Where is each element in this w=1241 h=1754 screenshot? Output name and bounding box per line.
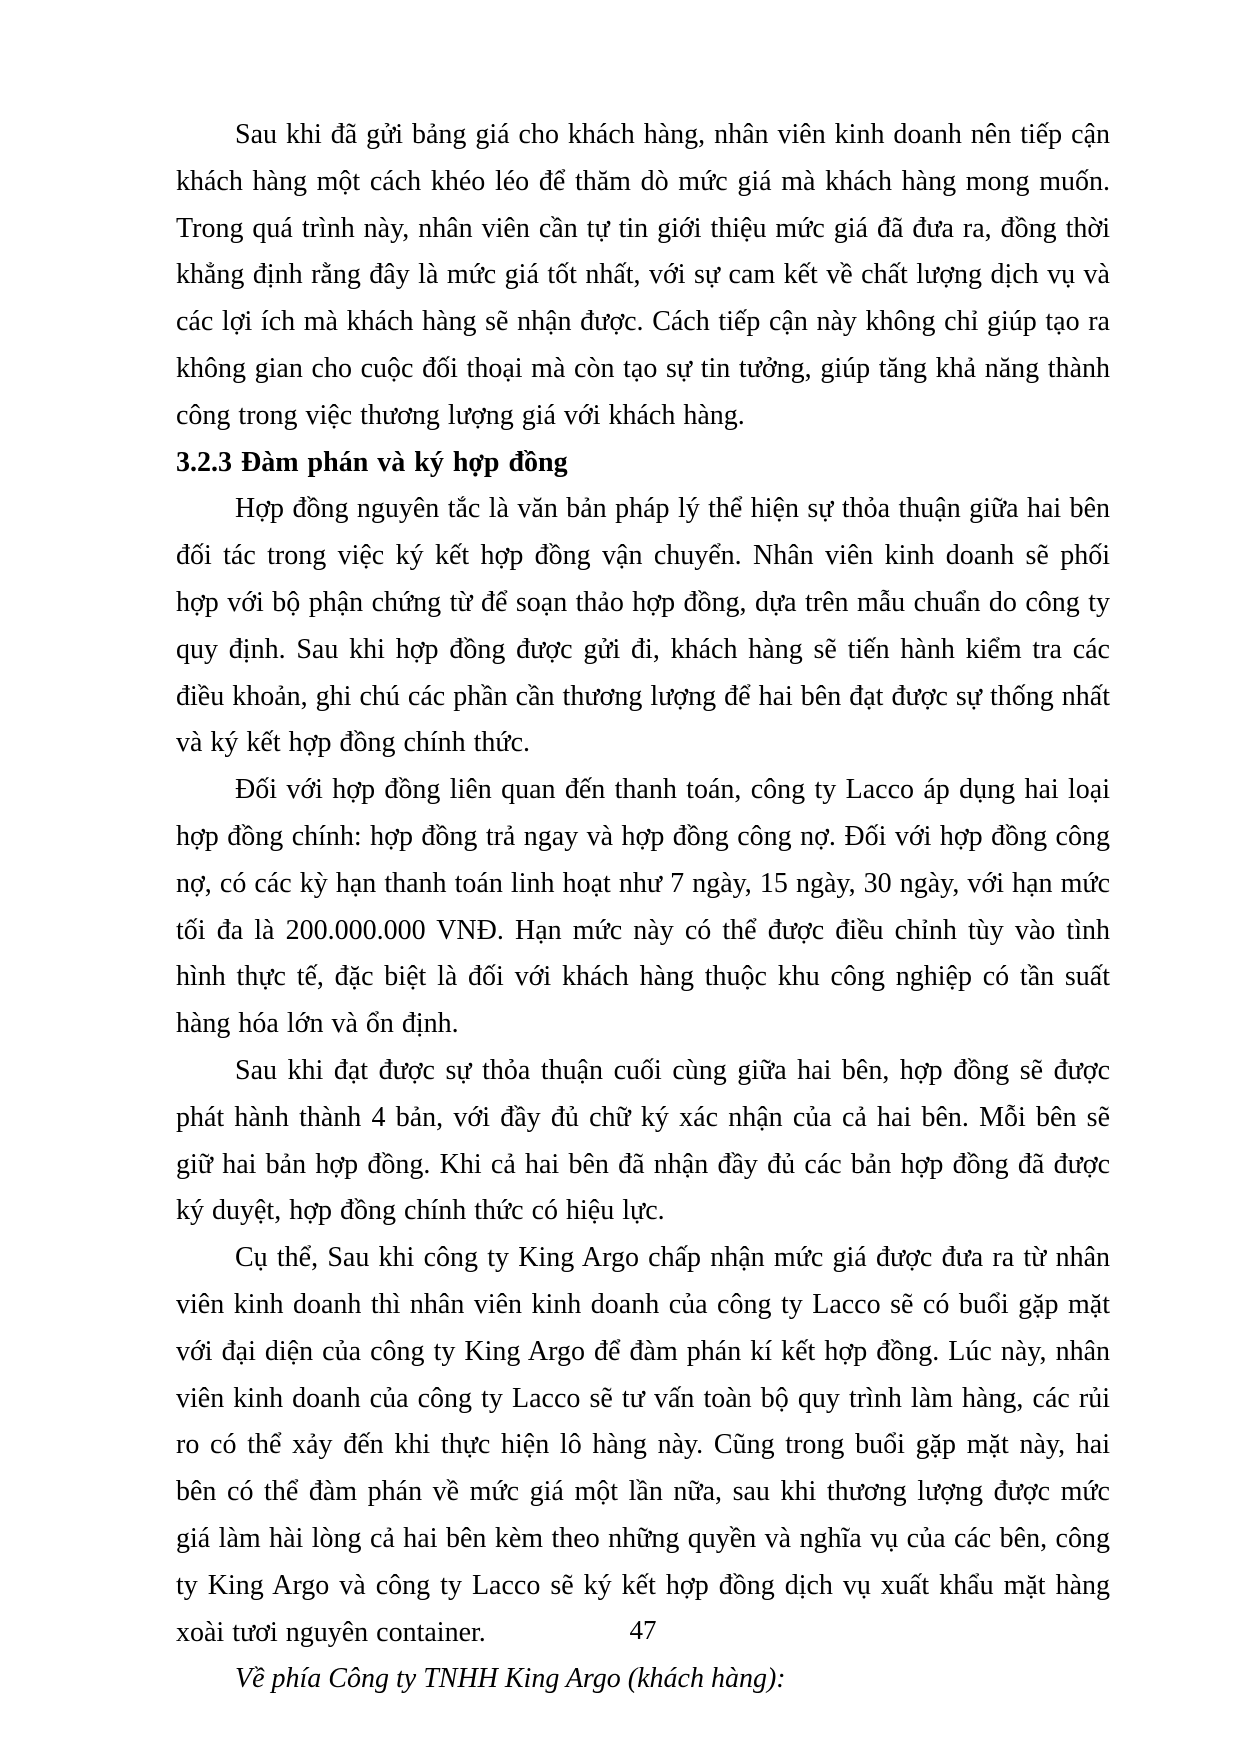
paragraph-king-argo-negotiation: Cụ thể, Sau khi công ty King Argo chấp nhận mức giá được đưa ra từ nhân viên kinh doanh thì nhân viên kinh doanh của công ty Lacco sẽ có buổi gặp mặt với đại diện của công ty King Argo để đàm phán kí kết hợp đồng. Lúc này, nhân viên kinh doanh của công ty Lacco sẽ tư vấn toàn bộ quy trình làm hàng, các rủi ro có thể xảy đến khi thực hiện lô hàng này. Cũng trong buổi gặp mặt này, hai bên có thể đàm phán về mức giá một lần nữa, sau khi thương lượng được mức giá làm hài lòng cả hai bên kèm theo những quyền và nghĩa vụ của các bên, công ty King Argo và công ty Lacco sẽ ký kết hợp đồng dịch vụ xuất khẩu mặt hàng xoài tươi nguyên container. bbox=[176, 1242, 1110, 1648]
paragraph-contract-copies: Sau khi đạt được sự thỏa thuận cuối cùng giữa hai bên, hợp đồng sẽ được phát hành thành 4 bản, với đầy đủ chữ ký xác nhận của cả hai bên. Mỗi bên sẽ giữ hai bản hợp đồng. Khi cả hai bên đã nhận đầy đủ các bản hợp đồng đã được ký duyệt, hợp đồng chính thức có hiệu lực. bbox=[176, 1054, 1110, 1227]
paragraph-payment-contract-types: Đối với hợp đồng liên quan đến thanh toán, công ty Lacco áp dụng hai loại hợp đồng chính: hợp đồng trả ngay và hợp đồng công nợ. Đối với hợp đồng công nợ, có các kỳ hạn thanh toán linh hoạt như 7 ngày, 15 ngày, 30 ngày, với hạn mức tối đa là 200.000.000 VNĐ. Hạn mức này có thể được điều chỉnh tùy vào tình hình thực tế, đặc biệt là đối với khách hàng thuộc khu công nghiệp có tần suất hàng hóa lớn và ổn định. bbox=[176, 774, 1110, 1040]
text-block bbox=[176, 112, 1110, 1703]
lead-in-line-king-argo: Về phía Công ty TNHH King Argo (khách hàng): bbox=[235, 1663, 786, 1695]
paragraph-price-approach: Sau khi đã gửi bảng giá cho khách hàng, nhân viên kinh doanh nên tiếp cận khách hàng một cách khéo léo để thăm dò mức giá mà khách hàng mong muốn. Trong quá trình này, nhân viên cần tự tin giới thiệu mức giá đã đưa ra, đồng thời khẳng định rằng đây là mức giá tốt nhất, với sự cam kết về chất lượng dịch vụ và các lợi ích mà khách hàng sẽ nhận được. Cách tiếp cận này không chỉ giúp tạo ra không gian cho cuộc đối thoại mà còn tạo sự tin tưởng, giúp tăng khả năng thành công trong việc thương lượng giá với khách hàng. bbox=[176, 119, 1110, 431]
paragraph-principle-contract: Hợp đồng nguyên tắc là văn bản pháp lý thể hiện sự thỏa thuận giữa hai bên đối tác trong việc ký kết hợp đồng vận chuyển. Nhân viên kinh doanh sẽ phối hợp với bộ phận chứng từ để soạn thảo hợp đồng, dựa trên mẫu chuẩn do công ty quy định. Sau khi hợp đồng được gửi đi, khách hàng sẽ tiến hành kiểm tra các điều khoản, ghi chú các phần cần thương lượng để hai bên đạt được sự thống nhất và ký kết hợp đồng chính thức. bbox=[176, 493, 1110, 759]
section-heading-3-2-3: 3.2.3 Đàm phán và ký hợp đồng bbox=[176, 446, 568, 478]
page-number: 47 bbox=[629, 1615, 657, 1645]
